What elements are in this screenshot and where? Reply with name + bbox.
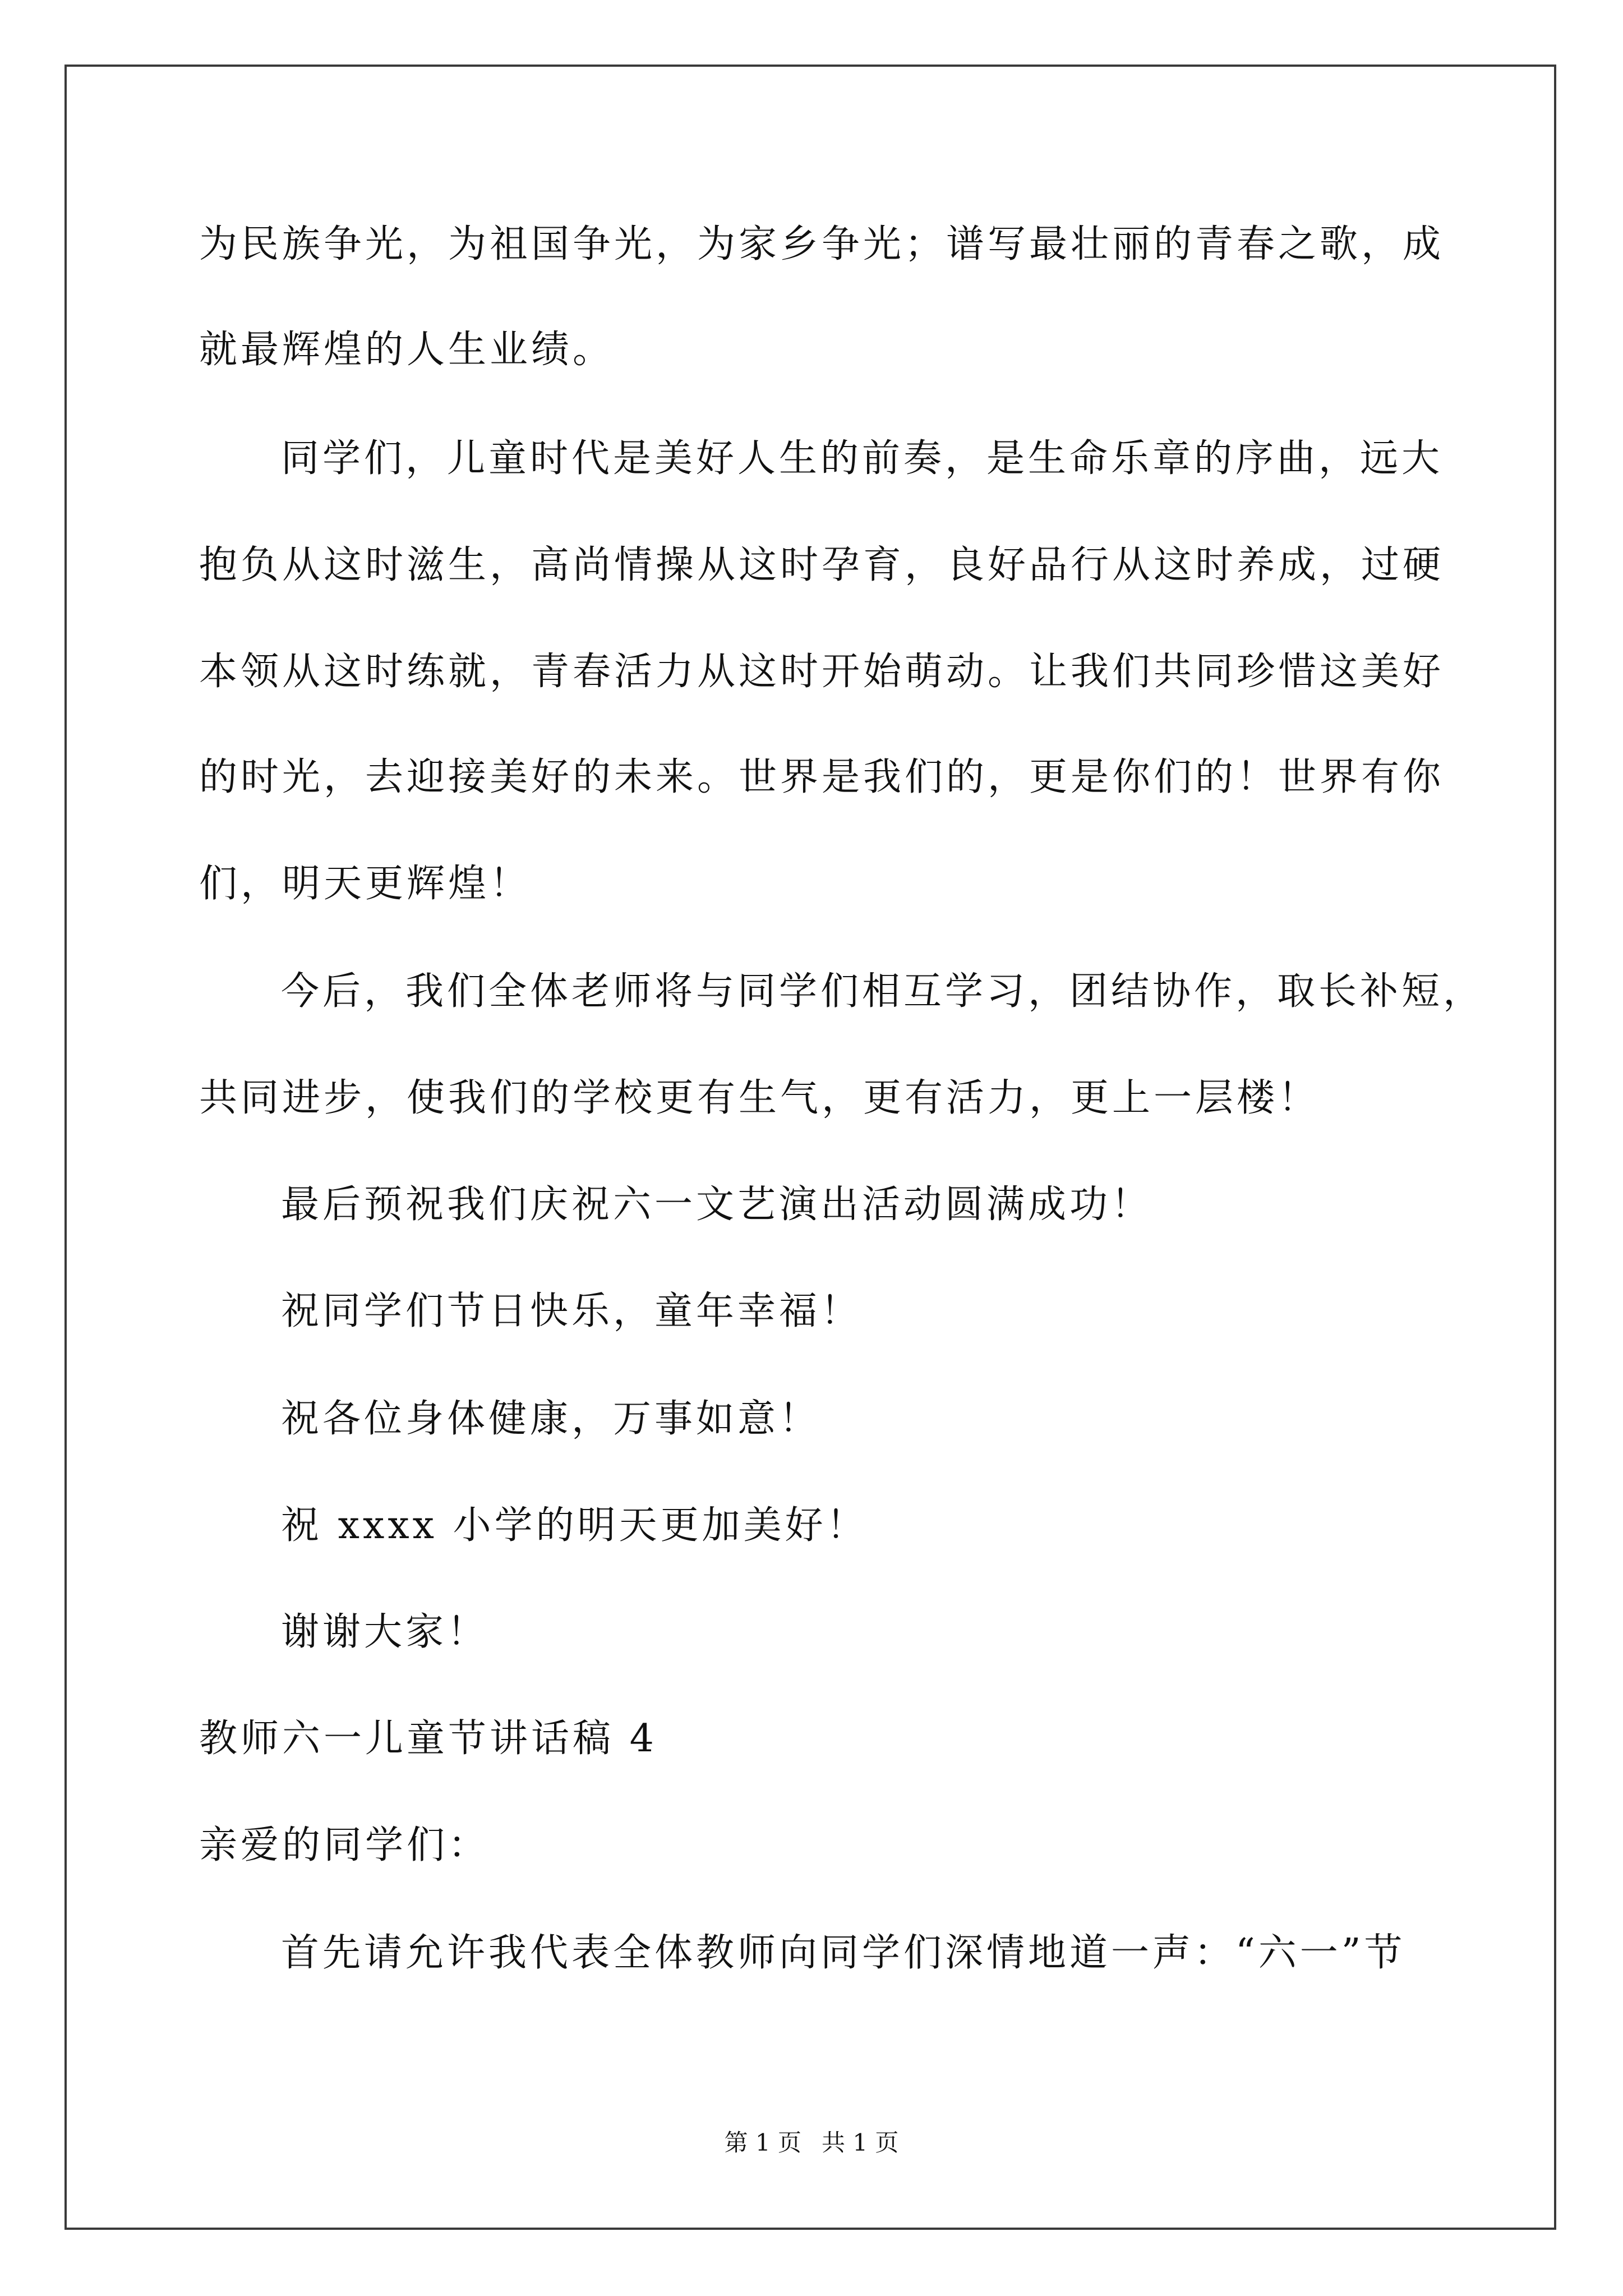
paragraph-line: 祝同学们节日快乐，童年幸福！ — [281, 1289, 863, 1333]
paragraph-line: 共同进步，使我们的学校更有生气，更有活力，更上一层楼！ — [199, 1076, 1320, 1120]
page-total: 共 1 页 — [822, 2129, 899, 2156]
section-heading: 教师六一儿童节讲话稿 4 — [199, 1717, 657, 1761]
page-footer — [0, 2129, 1623, 2157]
paragraph-line: 今后，我们全体老师将与同学们相互学习，团结协作，取长补短， — [281, 969, 1485, 1014]
paragraph-line: 们，明天更辉煌！ — [199, 862, 532, 906]
paragraph-line: 为民族争光，为祖国争光，为家乡争光；谱写最壮丽的青春之歌，成 — [199, 222, 1445, 266]
salutation: 亲爱的同学们： — [199, 1823, 490, 1867]
page-border — [64, 65, 1556, 2230]
page-number: 第 1 页 — [724, 2129, 801, 2156]
paragraph-line: 祝 xxxx 小学的明天更加美好！ — [281, 1503, 868, 1548]
paragraph-line: 的时光，去迎接美好的未来。世界是我们的，更是你们的！世界有你 — [199, 755, 1445, 799]
paragraph-line: 就最辉煌的人生业绩。 — [199, 328, 615, 372]
paragraph-line: 本领从这时练就，青春活力从这时开始萌动。让我们共同珍惜这美好 — [199, 650, 1445, 694]
paragraph-line: 最后预祝我们庆祝六一文艺演出活动圆满成功！ — [281, 1182, 1153, 1227]
paragraph-line: 谢谢大家！ — [281, 1610, 489, 1654]
paragraph-line: 抱负从这时滋生，高尚情操从这时孕育，良好品行从这时养成，过硬 — [199, 543, 1445, 587]
paragraph-line: 祝各位身体健康，万事如意！ — [281, 1397, 821, 1441]
paragraph-line: 同学们，儿童时代是美好人生的前奏，是生命乐章的序曲，远大 — [281, 436, 1444, 481]
paragraph-line: 首先请允许我代表全体教师向同学们深情地道一声：“六一”节 — [281, 1931, 1406, 1975]
